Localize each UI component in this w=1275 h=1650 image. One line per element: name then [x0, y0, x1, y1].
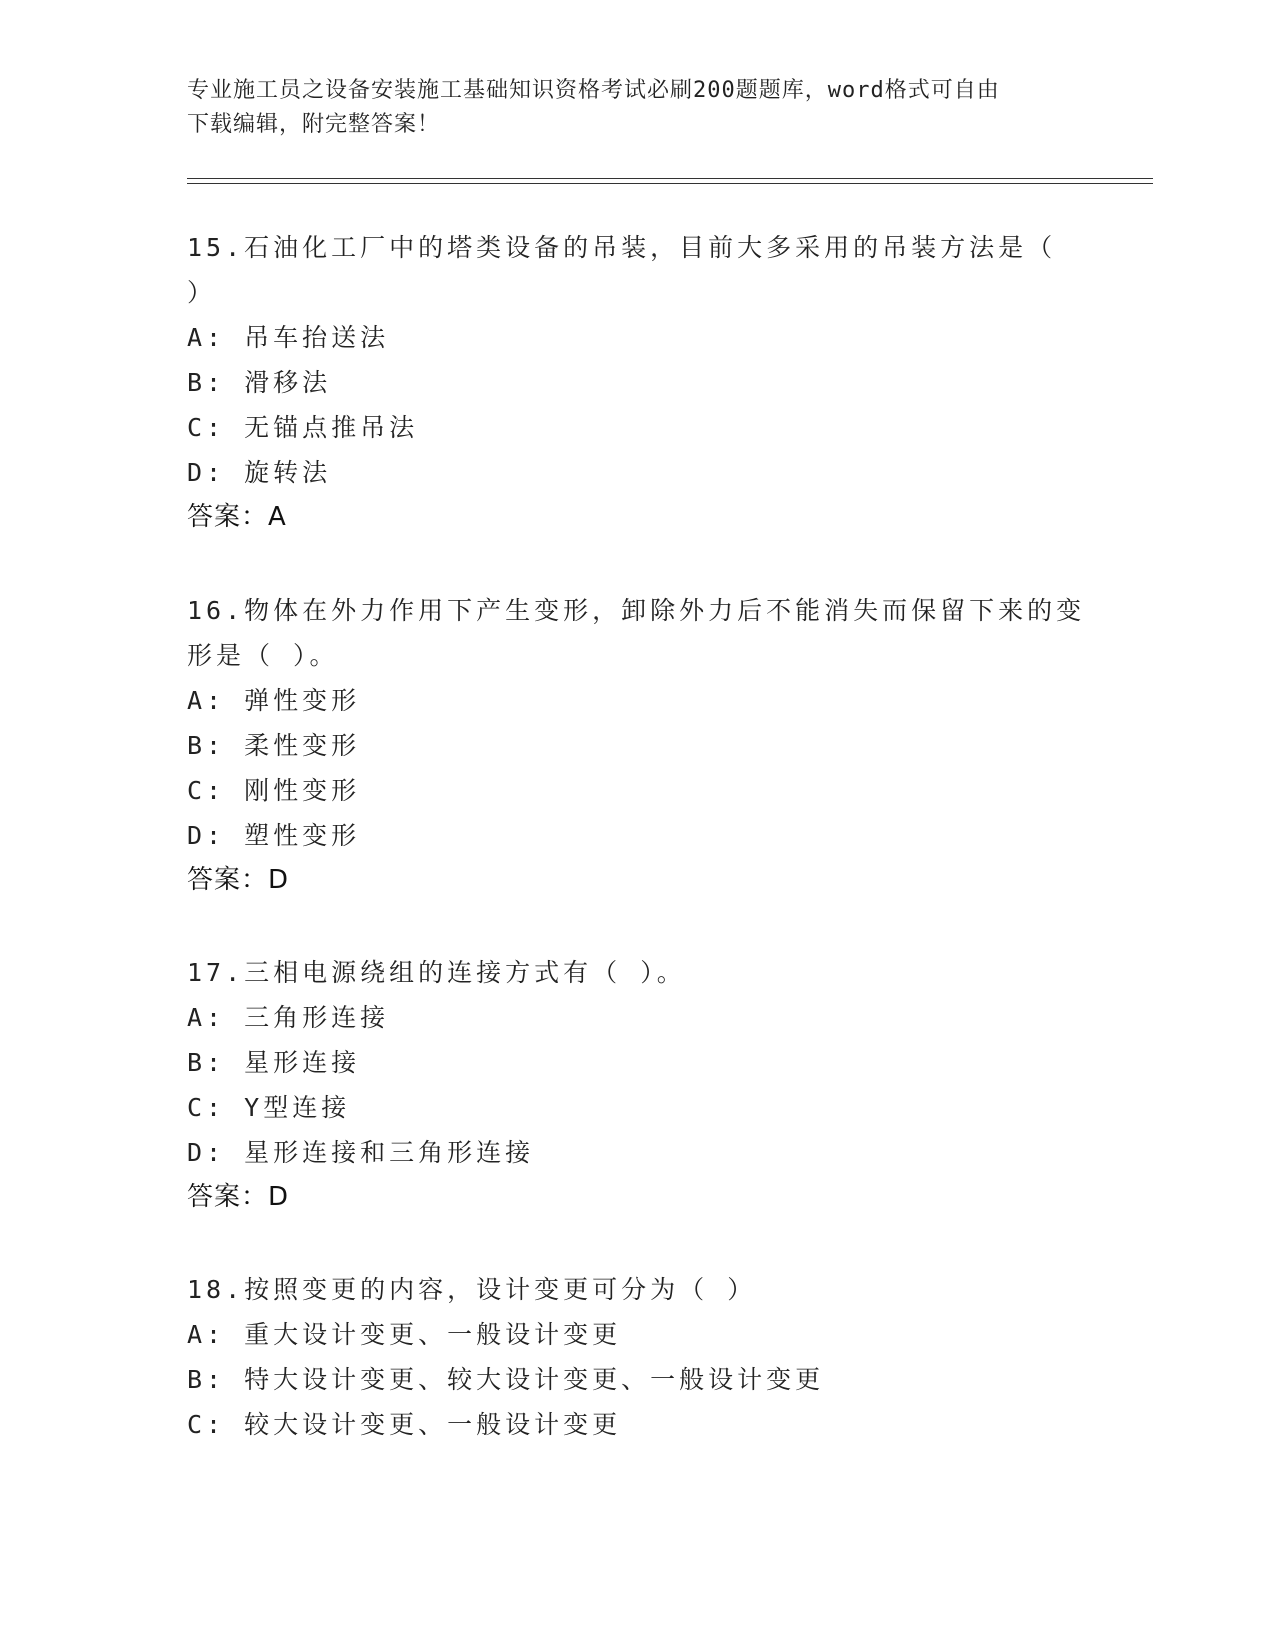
option-a: A: 重大设计变更、一般设计变更: [187, 1320, 622, 1349]
question-17: [187, 950, 1087, 1220]
option-d: D: 星形连接和三角形连接: [187, 1138, 535, 1167]
option-c: C: 无锚点推吊法: [187, 413, 419, 442]
document-header: [187, 74, 1087, 142]
option-c: C: Y型连接: [187, 1093, 351, 1122]
option-a: A: 弹性变形: [187, 686, 361, 715]
question-text: 16.物体在外力作用下产生变形，卸除外力后不能消失而保留下来的变: [187, 596, 1086, 625]
header-line-2: 下载编辑，附完整答案！: [187, 112, 441, 137]
answer: 答案：A: [187, 502, 287, 532]
header-divider-bottom: [187, 183, 1153, 184]
question-15: [187, 225, 1087, 540]
option-b: B: 滑移法: [187, 368, 332, 397]
option-c: C: 较大设计变更、一般设计变更: [187, 1410, 622, 1439]
option-d: D: 旋转法: [187, 458, 332, 487]
option-b: B: 柔性变形: [187, 731, 361, 760]
option-a: A: 三角形连接: [187, 1003, 390, 1032]
option-b: B: 星形连接: [187, 1048, 361, 1077]
question-text: 17.三相电源绕组的连接方式有（ ）。: [187, 958, 686, 987]
answer: 答案：D: [187, 1182, 290, 1212]
header-divider-top: [187, 178, 1153, 179]
question-text: 15.石油化工厂中的塔类设备的吊装，目前大多采用的吊装方法是（: [187, 233, 1057, 262]
question-text: 18.按照变更的内容，设计变更可分为（ ）: [187, 1275, 757, 1304]
option-d: D: 塑性变形: [187, 821, 361, 850]
option-c: C: 刚性变形: [187, 776, 361, 805]
option-a: A: 吊车抬送法: [187, 323, 390, 352]
question-16: [187, 588, 1087, 903]
question-text-cont: 形是（ ）。: [187, 641, 339, 670]
header-line-1: 专业施工员之设备安装施工基础知识资格考试必刷200题题库，word格式可自由: [187, 78, 1000, 103]
option-b: B: 特大设计变更、较大设计变更、一般设计变更: [187, 1365, 825, 1394]
answer: 答案：D: [187, 865, 290, 895]
question-text-cont: ）: [187, 278, 217, 307]
question-18: [187, 1267, 1087, 1447]
